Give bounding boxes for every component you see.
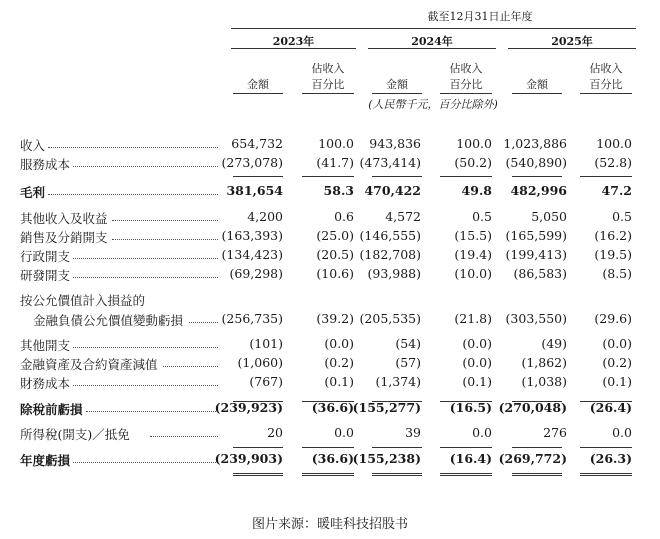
table-cell: (19.4): [454, 247, 492, 262]
dot-leader: [86, 411, 218, 412]
table-cell: (26.4): [589, 400, 632, 415]
table-cell: 100.0: [456, 136, 492, 151]
year-2025: 2025年: [551, 35, 593, 48]
table-cell: (540,890): [505, 155, 567, 170]
table-cell: (101): [249, 336, 283, 351]
amount-header-2025: 金額: [526, 78, 548, 91]
dot-leader: [112, 239, 218, 240]
table-cell: (19.5): [594, 247, 632, 262]
table-cell: (1,038): [521, 374, 567, 389]
row-label: 研發開支: [20, 268, 71, 283]
table-cell: 100.0: [596, 136, 632, 151]
dot-leader: [73, 258, 218, 259]
table-cell: (199,413): [505, 247, 567, 262]
table-cell: 1,023,886: [503, 136, 567, 151]
table-cell: (0.0): [462, 355, 492, 370]
row-label: 除稅前虧損: [20, 402, 83, 417]
table-cell: (0.1): [462, 374, 492, 389]
table-cell: (8.5): [602, 266, 632, 281]
total-underline: [233, 176, 283, 177]
row-label: 年度虧損: [20, 453, 71, 468]
table-cell: 58.3: [323, 183, 354, 198]
total-underline: [440, 176, 492, 177]
table-cell: 4,572: [385, 209, 421, 224]
amount-header-2024: 金額: [386, 78, 408, 91]
year-rule-2024: [368, 48, 496, 49]
total-underline: [580, 401, 632, 402]
total-underline: [580, 176, 632, 177]
table-cell: (273,078): [221, 155, 283, 170]
table-cell: (54): [395, 336, 421, 351]
dot-leader: [73, 166, 218, 167]
row-label: 行政開支: [20, 249, 71, 264]
total-underline: [233, 473, 283, 476]
col-rule-2: [302, 93, 354, 94]
table-cell: (134,423): [221, 247, 283, 262]
row-label: 毛利: [20, 185, 46, 200]
col-rule-1: [233, 93, 283, 94]
col-rule-3: [372, 93, 422, 94]
table-cell: (29.6): [594, 311, 632, 326]
table-cell: 39: [405, 425, 421, 440]
table-cell: (165,599): [505, 228, 567, 243]
table-cell: (163,393): [221, 228, 283, 243]
year-rule-2023: [231, 48, 356, 49]
row-label: 銷售及分銷開支: [20, 230, 108, 245]
table-cell: 0.0: [612, 425, 632, 440]
year-rule-2025: [508, 48, 636, 49]
dot-leader: [73, 277, 218, 278]
total-underline: [580, 473, 632, 476]
table-cell: (69,298): [229, 266, 283, 281]
table-cell: (20.5): [316, 247, 354, 262]
pct-header-2025-l1: 佔收入: [589, 62, 623, 75]
row-label: 其他開支: [20, 338, 71, 353]
table-cell: (182,708): [359, 247, 421, 262]
dot-leader: [73, 462, 218, 463]
table-cell: (270,048): [498, 400, 567, 415]
table-cell: (239,903): [214, 451, 283, 466]
table-cell: (205,535): [359, 311, 421, 326]
total-underline: [372, 473, 422, 476]
table-cell: 0.0: [334, 425, 354, 440]
subtotal-underline: [372, 447, 422, 448]
table-cell: 381,654: [226, 183, 283, 198]
table-cell: (269,772): [498, 451, 567, 466]
table-cell: (0.2): [324, 355, 354, 370]
dot-leader: [150, 436, 218, 437]
table-cell: (0.2): [602, 355, 632, 370]
table-cell: (36.6): [311, 400, 354, 415]
table-cell: (0.1): [324, 374, 354, 389]
year-2023: 2023年: [272, 35, 315, 48]
row-label: 其他收入及收益: [20, 211, 108, 226]
pct-header-2023-l1: 佔收入: [311, 62, 345, 75]
table-cell: (0.0): [324, 336, 354, 351]
table-cell: (39.2): [316, 311, 354, 326]
total-underline: [512, 401, 562, 402]
pct-header-2025-l2: 百分比: [589, 78, 623, 91]
dot-leader: [73, 385, 218, 386]
col-rule-5: [512, 93, 562, 94]
unit-note: (人民幣千元，百分比除外): [368, 98, 498, 111]
subtotal-underline: [440, 447, 492, 448]
table-cell: 4,200: [247, 209, 283, 224]
table-cell: 49.8: [461, 183, 492, 198]
table-cell: (10.0): [454, 266, 492, 281]
total-underline: [233, 401, 283, 402]
table-cell: 482,996: [510, 183, 567, 198]
total-underline: [372, 176, 422, 177]
dot-leader: [163, 366, 218, 367]
table-cell: (36.6): [311, 451, 354, 466]
dot-leader: [48, 147, 218, 148]
table-cell: (15.5): [454, 228, 492, 243]
table-cell: (473,414): [359, 155, 421, 170]
col-rule-4: [440, 93, 492, 94]
table-cell: 0.0: [472, 425, 492, 440]
row-label: 財務成本: [20, 376, 71, 391]
table-cell: (26.3): [589, 451, 632, 466]
row-label: 金融資產及合約資產減值: [20, 357, 158, 372]
table-cell: (41.7): [316, 155, 354, 170]
table-cell: (10.6): [316, 266, 354, 281]
total-underline: [512, 176, 562, 177]
table-cell: (303,550): [505, 311, 567, 326]
total-underline: [372, 401, 422, 402]
table-cell: (146,555): [359, 228, 421, 243]
table-cell: 654,732: [231, 136, 283, 151]
dot-leader: [73, 347, 218, 348]
dot-leader: [48, 194, 218, 195]
row-label: 按公允價值計入損益的: [20, 293, 146, 308]
table-cell: (1,374): [375, 374, 421, 389]
table-cell: (52.8): [594, 155, 632, 170]
table-cell: 0.6: [334, 209, 354, 224]
total-underline: [302, 176, 354, 177]
table-cell: (0.0): [602, 336, 632, 351]
amount-header-2023: 金額: [247, 78, 269, 91]
pct-header-2023-l2: 百分比: [311, 78, 345, 91]
table-cell: (49): [541, 336, 567, 351]
table-cell: (57): [395, 355, 421, 370]
total-underline: [440, 401, 492, 402]
total-underline: [302, 473, 354, 476]
total-underline: [512, 473, 562, 476]
period-title: 截至12月31日止年度: [427, 10, 533, 23]
table-cell: (16.4): [449, 451, 492, 466]
table-cell: 470,422: [364, 183, 421, 198]
row-label: 所得稅(開支)／抵免: [20, 427, 130, 442]
table-cell: 943,836: [369, 136, 421, 151]
table-cell: 0.5: [612, 209, 632, 224]
total-underline: [440, 473, 492, 476]
source-caption: 图片来源：暖哇科技招股书: [251, 517, 408, 532]
pct-header-2024-l1: 佔收入: [449, 62, 483, 75]
col-rule-6: [580, 93, 632, 94]
row-label: 服務成本: [20, 157, 71, 172]
table-cell: 5,050: [531, 209, 567, 224]
total-underline: [302, 401, 354, 402]
table-cell: (1,060): [237, 355, 283, 370]
row-label: 收入: [20, 138, 46, 153]
table-cell: (155,277): [352, 400, 421, 415]
table-cell: (1,862): [521, 355, 567, 370]
table-cell: (0.0): [462, 336, 492, 351]
table-cell: (16.2): [594, 228, 632, 243]
table-cell: (767): [249, 374, 283, 389]
subtotal-underline: [302, 447, 354, 448]
table-cell: 0.5: [472, 209, 492, 224]
table-cell: (16.5): [449, 400, 492, 415]
table-cell: 47.2: [601, 183, 632, 198]
dot-leader: [112, 220, 218, 221]
table-cell: (86,583): [513, 266, 567, 281]
subtotal-underline: [233, 447, 283, 448]
table-cell: (93,988): [367, 266, 421, 281]
subtotal-underline: [580, 447, 632, 448]
table-cell: (21.8): [454, 311, 492, 326]
table-cell: (50.2): [454, 155, 492, 170]
year-2024: 2024年: [411, 35, 453, 48]
subtotal-underline: [512, 447, 562, 448]
table-cell: (239,923): [214, 400, 283, 415]
header-rule-top: [231, 28, 636, 29]
pct-header-2024-l2: 百分比: [449, 78, 483, 91]
table-cell: (0.1): [602, 374, 632, 389]
table-cell: (256,735): [221, 311, 283, 326]
table-cell: (25.0): [316, 228, 354, 243]
table-cell: 20: [267, 425, 283, 440]
table-cell: 100.0: [318, 136, 354, 151]
row-label: 金融負債公允價值變動虧損: [33, 313, 184, 328]
dot-leader: [189, 322, 218, 323]
table-cell: 276: [543, 425, 567, 440]
table-cell: (155,238): [352, 451, 421, 466]
